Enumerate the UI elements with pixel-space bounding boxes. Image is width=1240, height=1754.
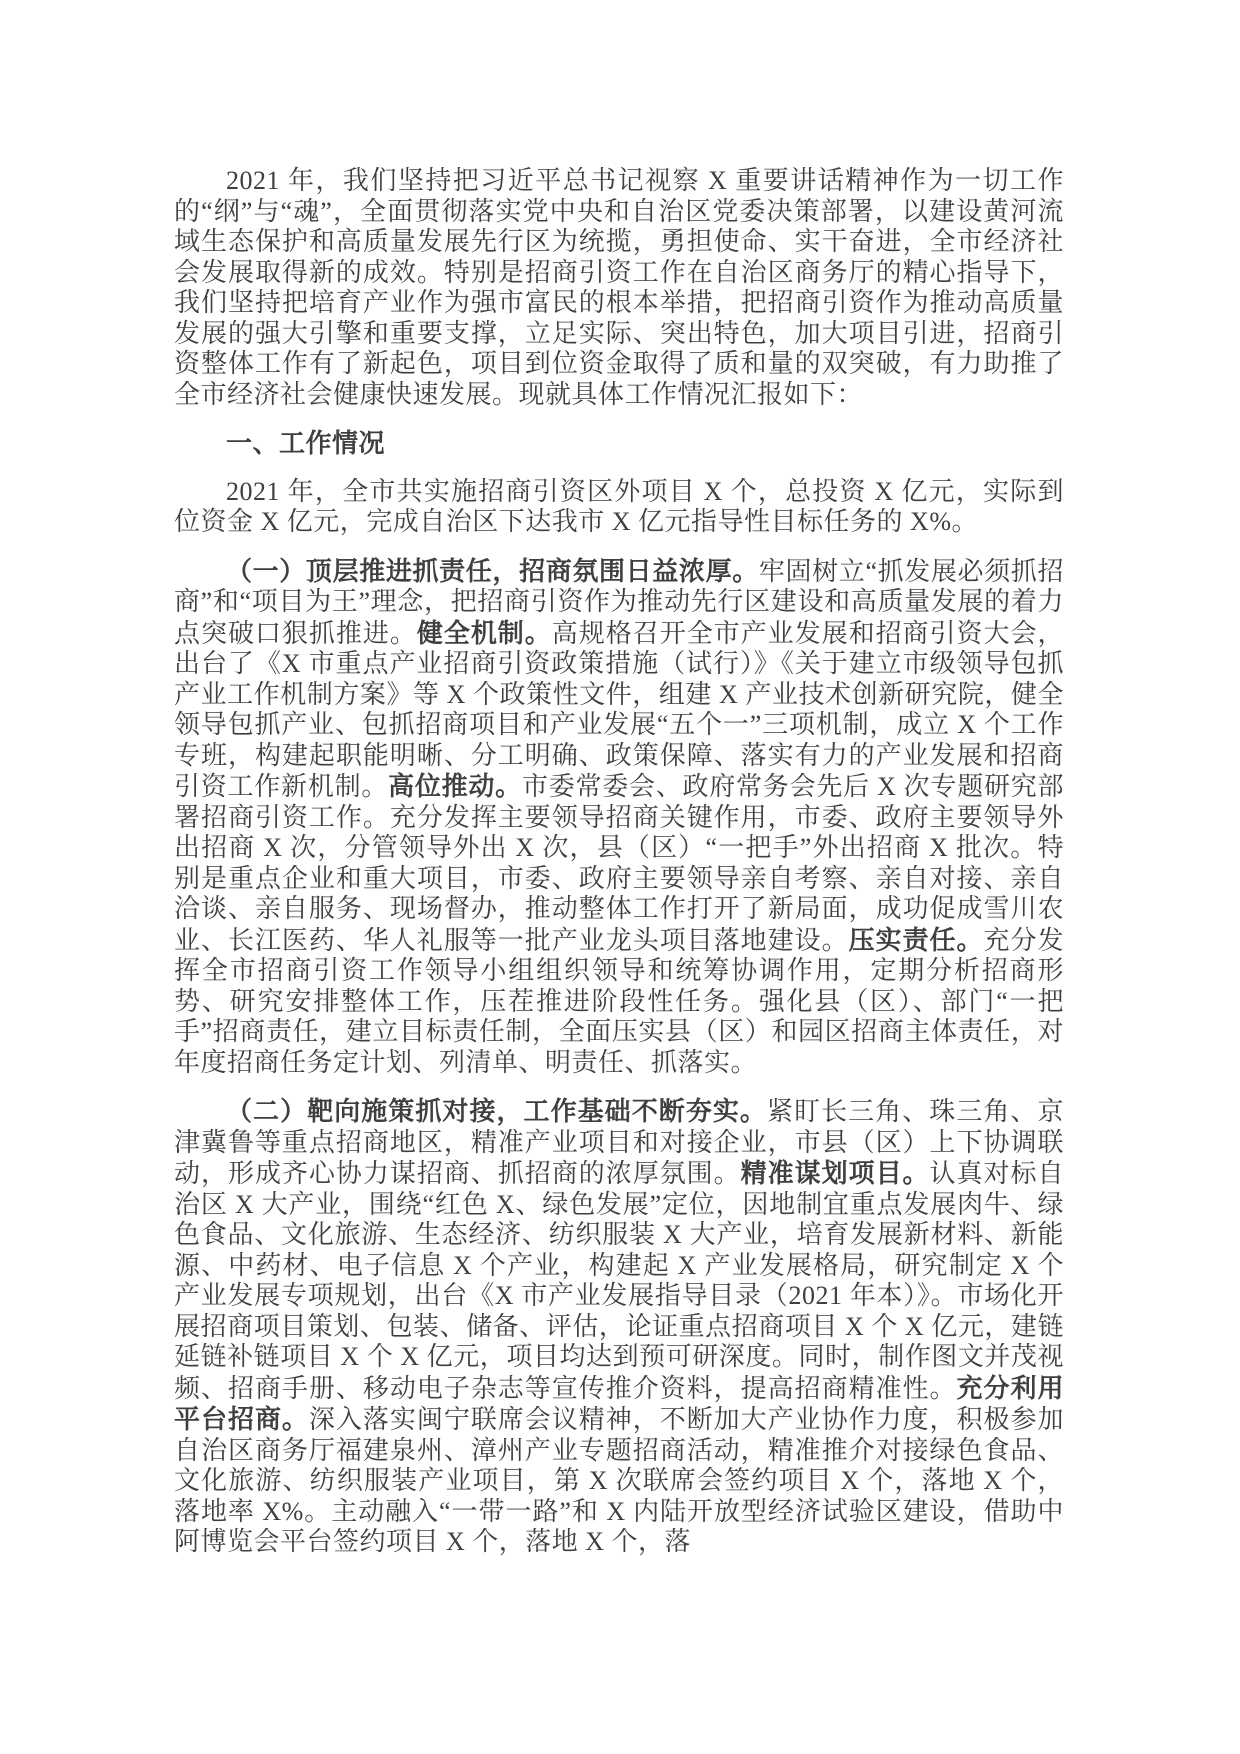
bold-run: 健全机制。 [416,617,552,648]
bold-run: 充分利用平台招商。 [174,1372,1064,1434]
text-run: 市委常委会、政府常务会先后 X 次专题研究部署招商引资工作。充分发挥主要领导招商关键作用，市委、政府主要领导外出招商 X 次，分管领导外出 X 次，县（区）“一把手”外出招商 X 批次。特别是重点企业和重大项目，市委、政府主要领导亲自考察、亲自对接、亲自洽谈、亲自服务、现场督办，推动整体工作打开了新局面，成功促成雪川农业、长江医药、华人礼服等一批产业龙头项目落地建设。 [174,772,1064,955]
text-run: 认真对标自治区 X 大产业，围绕“红色 X、绿色发展”定位，因地制宜重点发展肉牛、绿色食品、文化旅游、生态经济、纺织服装 X 大产业，培育发展新材料、新能源、中药材、电子信息 X 个产业，构建起 X 产业发展格局，研究制定 X 个产业发展专项规划，出台《X 市产业发展指导目录（2021 年本）》。市场化开展招商项目策划、包装、储备、评估，论证重点招商项目 X 个 X 亿元，建链延链补链项目 X 个 X 亿元，项目均达到预可研深度。同时，制作图文并茂视频、招商手册、移动电子杂志等宣传推介资料，提高招商精准性。 [174,1159,1064,1403]
text-run: 深入落实闽宁联席会议精神，不断加大产业协作力度，积极参加自治区商务厅福建泉州、漳州产业专题招商活动，精准推介对接绿色食品、文化旅游、纺织服装产业项目，第 X 次联席会签约项目 X 个，落地 X 个，落地率 X%。主动融入“一带一路”和 X 内陆开放型经济试验区建设，借助中阿博览会平台签约项目 X 个，落地 X 个，落 [174,1405,1064,1556]
text-run: 高规格召开全市产业发展和招商引资大会，出台了《X 市重点产业招商引资政策措施（试行）》《关于建立市级领导包抓产业工作机制方案》等 X 个政策性文件，组建 X 产业技术创新研究院，健全领导包抓产业、包抓招商项目和产业发展“五个一”三项机制，成立 X 个工作专班，构建起职能明晰、分工明确、政策保障、落实有力的产业发展和招商引资工作新机制。 [174,618,1064,801]
section-heading [174,428,1064,459]
body-paragraph [174,477,1064,538]
text-run: 充分发挥全市招商引资工作领导小组组织领导和统筹协调作用，定期分析招商形势、研究安排整体工作，压茬推进阶段性任务。强化县（区）、部门“一把手”招商责任，建立目标责任制，全面压实县（区）和园区招商主体责任，对年度招商任务定计划、列清单、明责任、抓落实。 [174,925,1064,1077]
body-paragraph [174,1096,1064,1558]
text-run: 紧盯长三角、珠三角、京津冀鲁等重点招商地区，精准产业项目和对接企业，市县（区）上下协调联动，形成齐心协力谋招商、抓招商的浓厚氛围。 [174,1097,1064,1188]
bold-run: 精准谋划项目。 [740,1158,930,1188]
text-run: 2021 年，我们坚持把习近平总书记视察 X 重要讲话精神作为一切工作的“纲”与“魂”，全面贯彻落实党中央和自治区党委决策部署，以建设黄河流域生态保护和高质量发展先行区为统揽，勇担使命、实干奋进，全市经济社会发展取得新的成效。特别是招商引资工作在自治区商务厅的精心指导下，我们坚持把培育产业作为强市富民的根本举措，把招商引资作为推动高质量发展的强大引擎和重要支撑，立足实际、突出特色，加大项目引进，招商引资整体工作有了新起色，项目到位资金取得了质和量的双突破，有力助推了全市经济社会健康快速发展。现就具体工作情况汇报如下： [174,166,1064,409]
bold-run: 高位推动。 [388,771,522,801]
bold-run: 压实责任。 [848,924,984,955]
bold-run: （二）靶向施策抓对接，工作基础不断夯实。 [226,1096,767,1126]
body-paragraph [174,166,1064,410]
text-run: 牢固树立“抓发展必须抓招商”和“项目为王”理念，把招商引资作为推动先行区建设和高质量发展的着力点突破口狠抓推进。 [174,556,1064,648]
text-run: 2021 年，全市共实施招商引资区外项目 X 个，总投资 X 亿元，实际到位资金 X 亿元，完成自治区下达我市 X 亿元指导性目标任务的 X%。 [174,476,1064,536]
body-paragraph [174,556,1064,1079]
bold-run: 一、工作情况 [226,428,386,458]
bold-run: （一）顶层推进抓责任，招商氛围日益浓厚。 [226,555,759,586]
